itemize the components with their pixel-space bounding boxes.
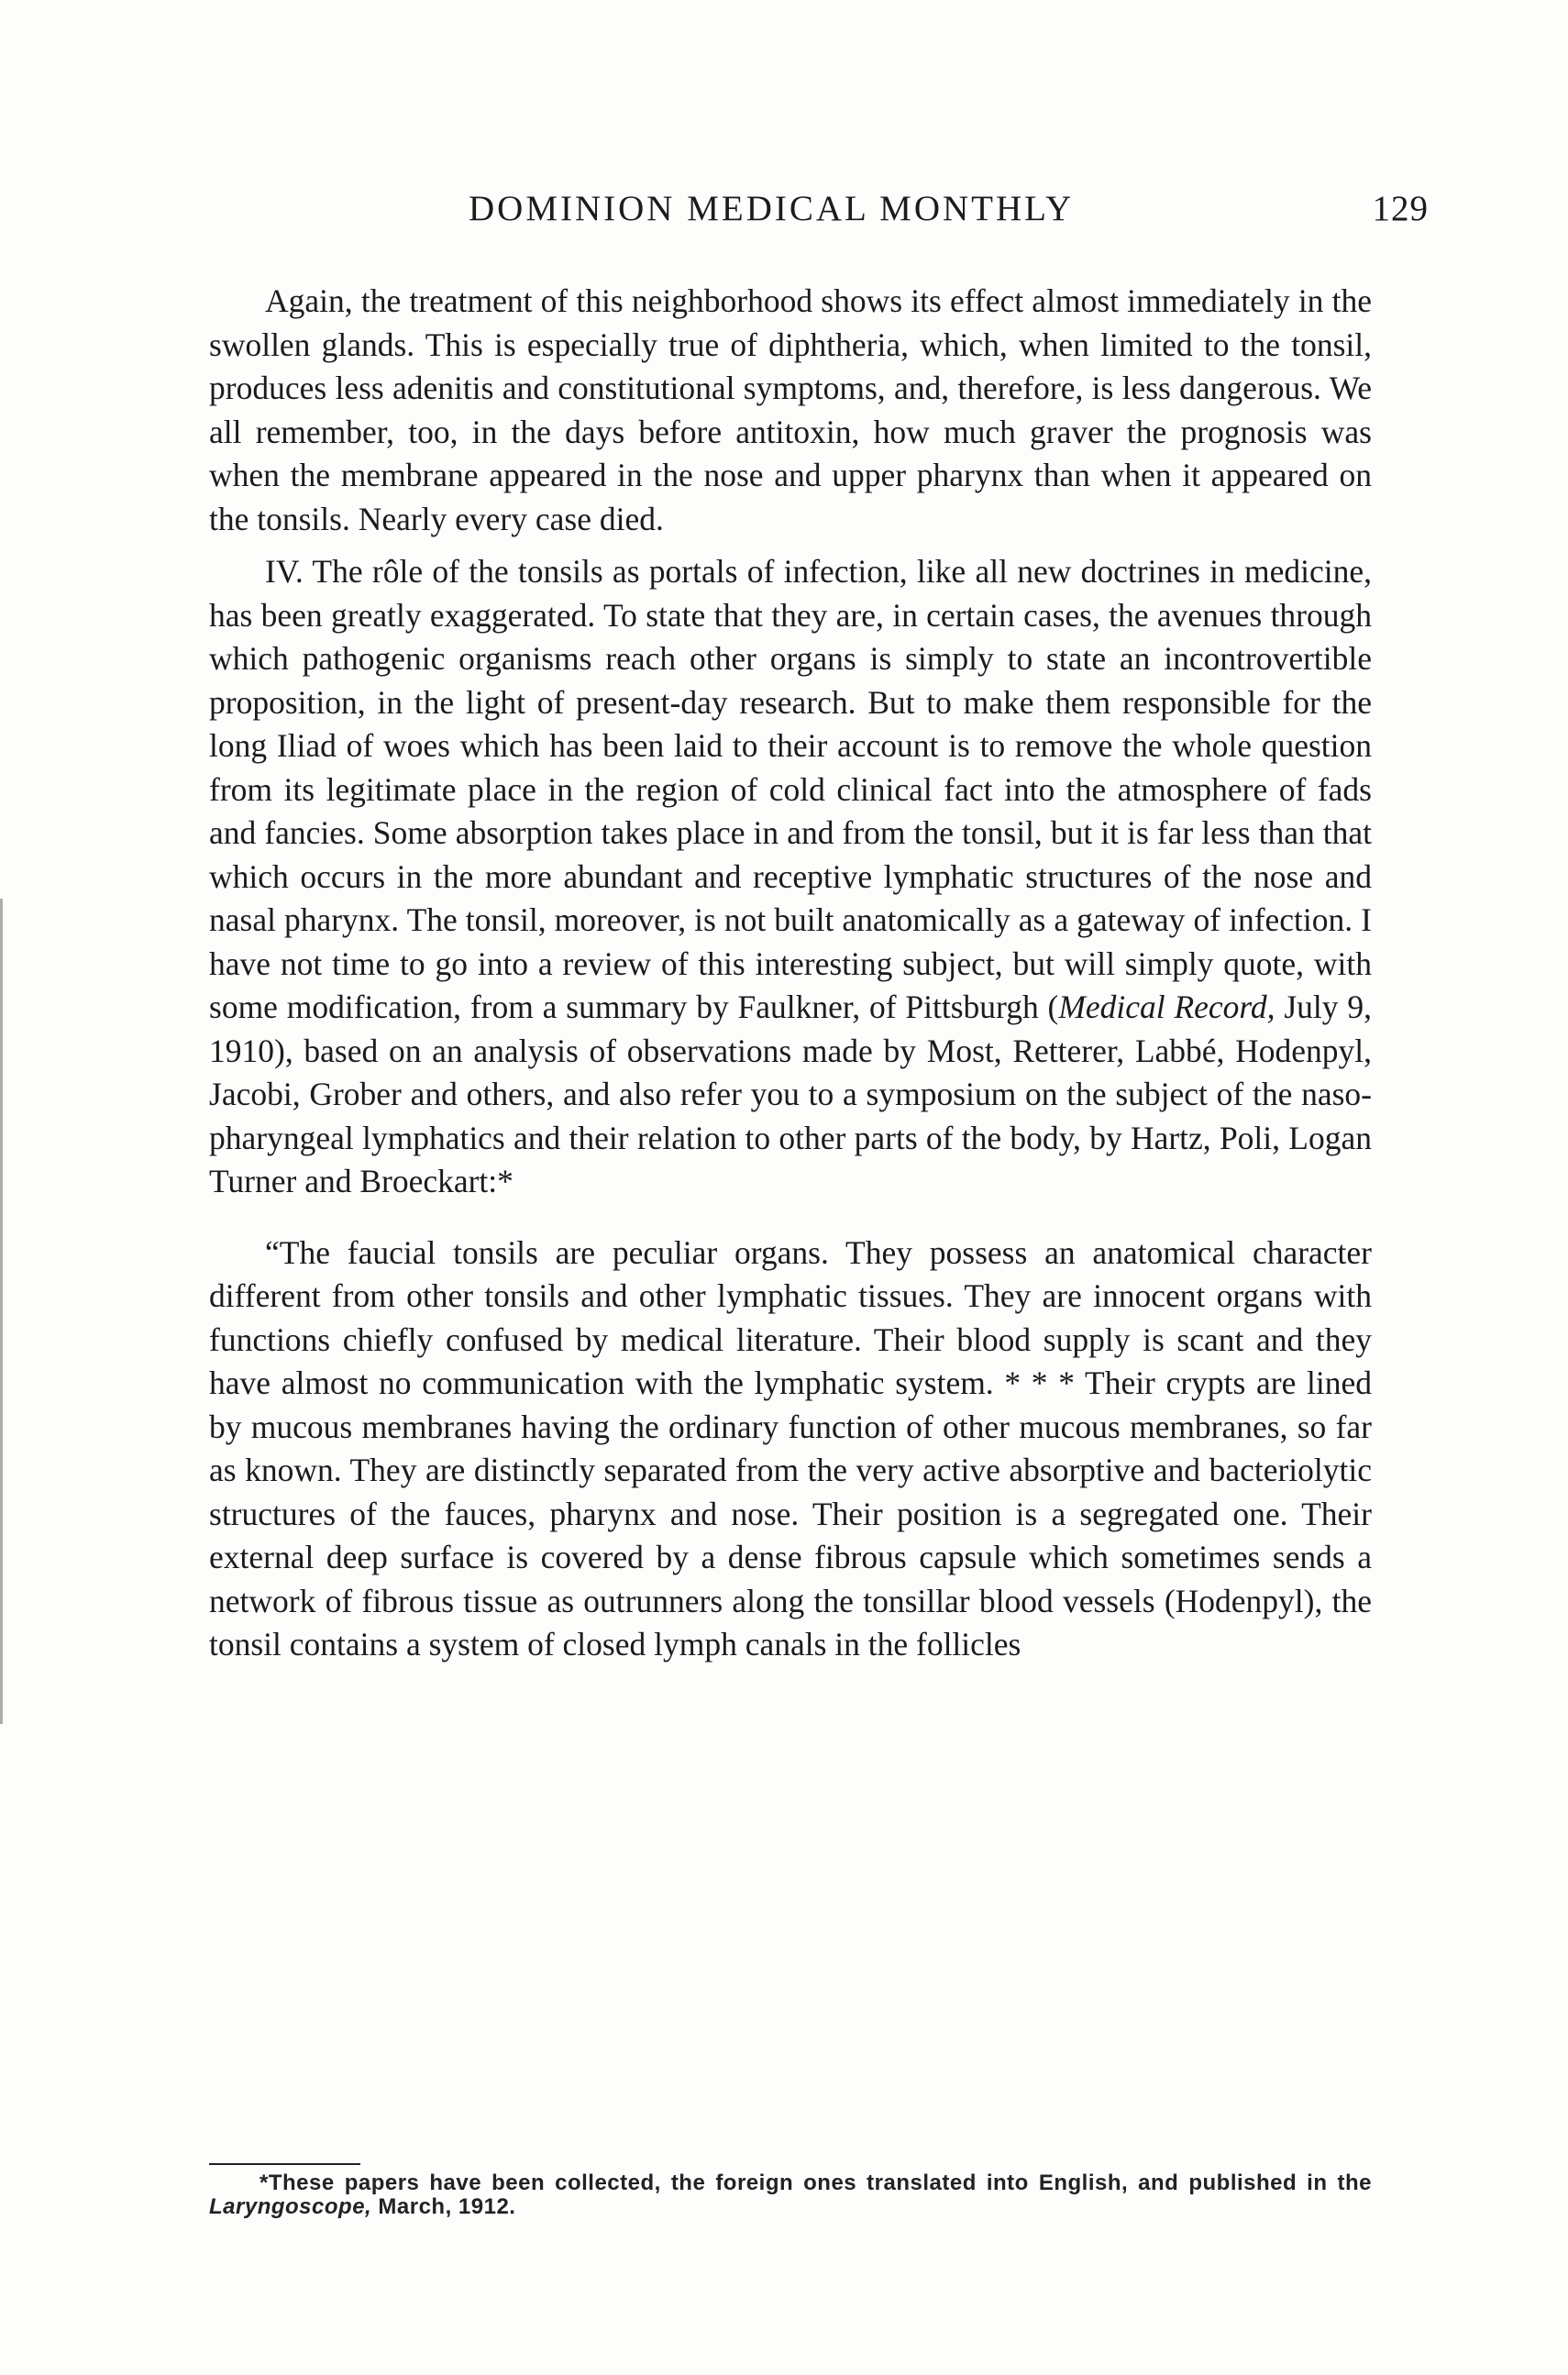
- journal-title-medical-record: Medical Record,: [1058, 989, 1275, 1025]
- footnote-text-start: *These papers have been collected, the foreign ones translated into English, and published in the: [259, 2171, 1372, 2195]
- footnote: [209, 2171, 1372, 2219]
- running-header: [209, 188, 1429, 243]
- quotation-faucial-tonsils: “The faucial tonsils are peculiar organs. They possess an anatomical character different from other tonsils and other lymphatic tissues. They are innocent organs with functions chiefly confused by medical literature. Their blood supply is scant and they have almost no communication with the lymphatic system. * * * Their crypts are lined by mucous membranes having the ordinary function of other mucous membranes, so far as known. They are distinctly separated from the very active absorptive and bacteriolytic structures of the fauces, pharynx and nose. Their position is a segregated one. Their external deep surface is covered by a dense fibrous capsule which sometimes sends a network of fibrous tissue as outrunners along the tonsillar blood vessels (Hodenpyl), the tonsil contains a system of closed lymph canals in the follicles: [209, 1233, 1372, 1662]
- body-text: [209, 280, 1372, 1667]
- page-number: 129: [1372, 189, 1429, 228]
- paragraph-tonsils-portals-text-end: July 9, 1910), based on an analysis of observations made by Most, Retterer, Labbé, Hodenpyl, Jacobi, Grober and others, and also refer you to a symposium on the subject of the naso-pharyngeal lymphatics and their relation to other parts of the body, by Hartz, Poli, Logan Turner and Broeckart:*: [209, 989, 1372, 1199]
- paragraph-tonsils-portals: [209, 550, 1372, 1204]
- paragraph-diphtheria: Again, the treatment of this neighborhood shows its effect almost immediately in the swollen glands. This is especially true of diphtheria, which, when limited to the tonsil, produces less adenitis and constitutional symptoms, and, therefore, is less dangerous. We all remember, too, in the days before antitoxin, how much graver the prognosis was when the membrane appeared in the nose and upper pharynx than when it appeared on the tonsils. Nearly every case died.: [209, 282, 1372, 537]
- paragraph-tonsils-portals-text-start: IV. The rôle of the tonsils as portals of infection, like all new doctrines in medicine, has been greatly exaggerated. To state that they are, in certain cases, the avenues through which pathogenic organisms reach other organs is simply to state an incontrovertible proposition, in the light of present-day research. But to make them responsible for the long Iliad of woes which has been laid to their account is to remove the whole question from its legitimate place in the region of cold clinical fact into the atmosphere of fads and fancies. Some absorption takes place in and from the tonsil, but it is far less than that which occurs in the more abundant and receptive lymphatic structures of the nose and nasal pharynx. The tonsil, moreover, is not built anatomically as a gateway of infection. I have not time to go into a review of this interesting subject, but will simply quote, with some modification, from a summary by Faulkner, of Pittsburgh (: [209, 553, 1372, 1025]
- running-title: DOMINION MEDICAL MONTHLY: [469, 189, 1075, 228]
- footnote-journal-title: Laryngoscope,: [209, 2194, 372, 2219]
- footnote-divider: [209, 2163, 360, 2165]
- footnote-text-end: March, 1912.: [371, 2194, 516, 2219]
- scan-edge-shadow: [0, 899, 12, 1724]
